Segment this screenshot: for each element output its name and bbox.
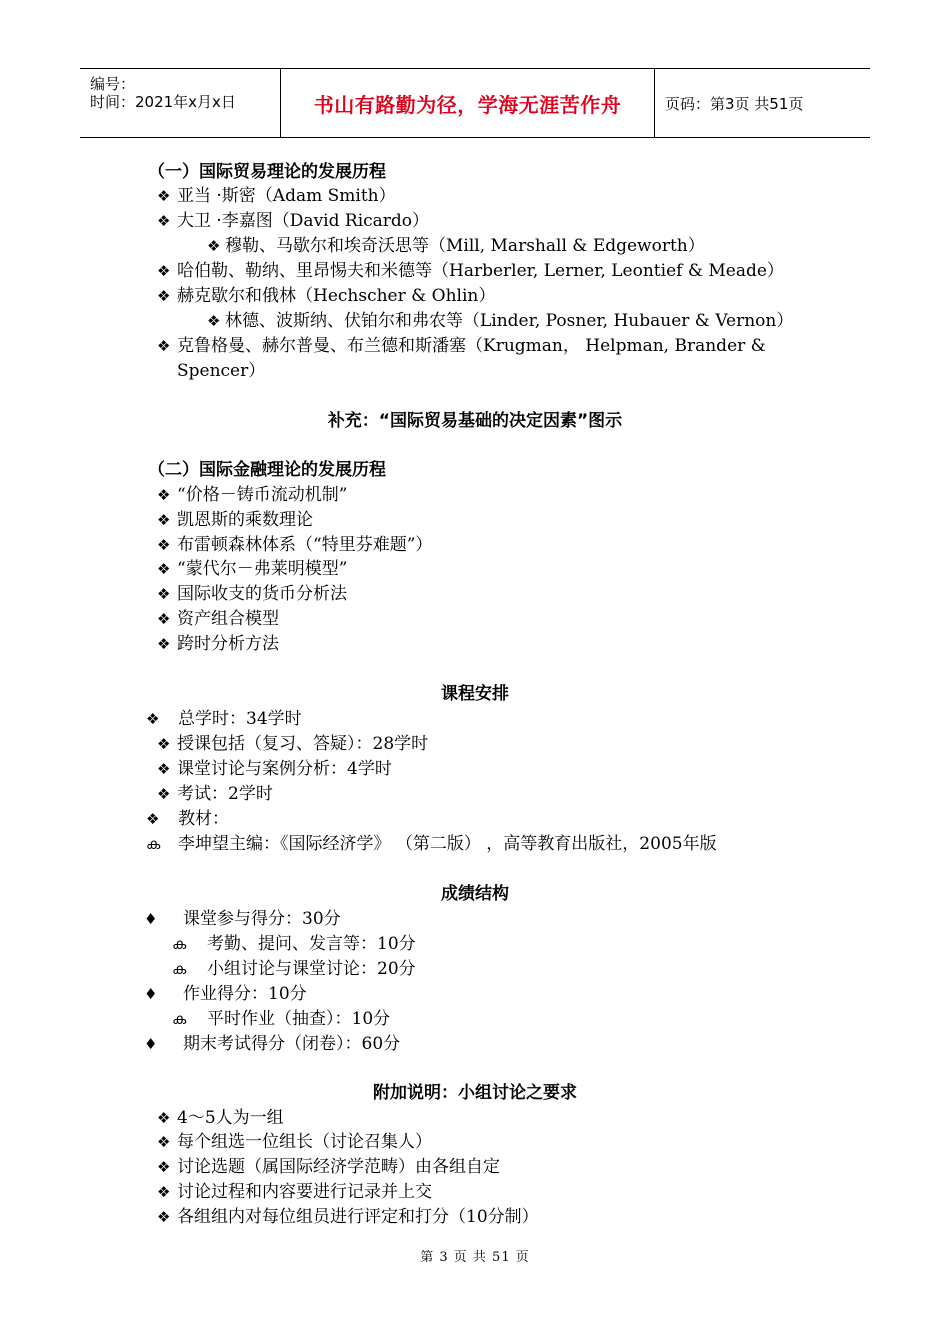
notes-title: 附加说明：小组讨论之要求 [373, 1083, 577, 1103]
list-item: ❖ 4～5人为一组 [157, 1108, 284, 1128]
list-item: ❖ 总学时：34学时 [146, 709, 302, 729]
diamond-bullet-icon: ❖ [146, 810, 160, 828]
diamond-bullet-icon: ❖ [157, 287, 171, 305]
list-item: ❖ 哈伯勒、勒纳、里昂惕夫和米德等（Harberler, Lerner, Leontief & Meade） [157, 261, 784, 281]
diamond-bullet-icon: ❖ [157, 1133, 171, 1151]
diamond-bullet-icon: ❖ [157, 785, 171, 803]
page-footer: 第 3 页 共 51 页 [420, 1250, 530, 1265]
list-item: ക 平时作业（抽查）：10分 [172, 1009, 391, 1029]
list-item: ❖ 跨时分析方法 [157, 634, 279, 654]
list-item: ക 小组讨论与课堂讨论：20分 [172, 959, 416, 979]
diamond-bullet-icon: ❖ [207, 237, 221, 255]
list-item: ❖ 讨论过程和内容要进行记录并上交 [157, 1182, 432, 1202]
list-item: ❖ “价格－铸币流动机制” [157, 485, 348, 505]
section-title-finance: （二）国际金融理论的发展历程 [148, 460, 386, 480]
small-diamond-bullet-icon: ♦ [144, 985, 158, 1003]
list-item: ❖ 克鲁格曼、赫尔普曼、布兰德和斯潘塞（Krugman， Helpman, Brander & [157, 336, 766, 356]
diamond-bullet-icon: ❖ [157, 1158, 171, 1176]
diamond-bullet-icon: ❖ [157, 486, 171, 504]
diamond-bullet-icon: ❖ [157, 187, 171, 205]
diamond-bullet-icon: ❖ [157, 212, 171, 230]
diamond-bullet-icon: ❖ [157, 511, 171, 529]
list-item: ❖ 每个组选一位组长（讨论召集人） [157, 1132, 432, 1152]
list-item: ❖ 赫克歇尔和俄林（Hechscher & Ohlin） [157, 286, 496, 306]
diamond-bullet-icon: ❖ [207, 312, 221, 330]
small-diamond-bullet-icon: ♦ [144, 910, 158, 928]
schedule-title: 课程安排 [441, 684, 509, 704]
list-item: ❖ 各组组内对每位组员进行评定和打分（10分制） [157, 1207, 539, 1227]
list-item: ❖ 林德、波斯纳、伏铂尔和弗农等（Linder, Posner, Hubauer & Vernon） [207, 311, 794, 331]
supplement-title: 补充：“国际贸易基础的决定因素”图示 [327, 411, 623, 431]
diamond-bullet-icon: ❖ [157, 585, 171, 603]
list-item: ❖ 讨论选题（属国际经济学范畴）由各组自定 [157, 1157, 500, 1177]
diamond-bullet-icon: ❖ [157, 735, 171, 753]
grading-title: 成绩结构 [441, 884, 509, 904]
list-item: ❖ 亚当 ·斯密（Adam Smith） [157, 186, 396, 206]
list-item: ❖ 布雷顿森林体系（“特里芬难题”） [157, 535, 433, 555]
header-meta-cell [80, 69, 281, 137]
diamond-bullet-icon: ❖ [157, 610, 171, 628]
list-item: ❖ 大卫 ·李嘉图（David Ricardo） [157, 211, 430, 231]
list-item: ❖ 国际收支的货币分析法 [157, 584, 347, 604]
diamond-bullet-icon: ❖ [157, 1183, 171, 1201]
number-label: 编号： [90, 75, 136, 93]
swirl-bullet-icon: ക [172, 1010, 187, 1028]
section-title-trade: （一）国际贸易理论的发展历程 [148, 162, 386, 182]
diamond-bullet-icon: ❖ [157, 760, 171, 778]
diamond-bullet-icon: ❖ [157, 560, 171, 578]
document-header [80, 68, 870, 138]
list-item: ❖ 课堂讨论与案例分析：4学时 [157, 759, 392, 779]
list-item: ക 考勤、提问、发言等：10分 [172, 934, 416, 954]
list-item: ♦ 作业得分：10分 [144, 984, 307, 1004]
diamond-bullet-icon: ❖ [157, 635, 171, 653]
diamond-bullet-icon: ❖ [157, 337, 171, 355]
diamond-bullet-icon: ❖ [157, 1208, 171, 1226]
list-item: ❖ 凯恩斯的乘数理论 [157, 510, 313, 530]
diamond-bullet-icon: ❖ [157, 1109, 171, 1127]
list-item: ❖ 教材： [146, 809, 229, 829]
page-label: 页码：第3页 共51页 [665, 94, 804, 113]
diamond-bullet-icon: ❖ [146, 710, 160, 728]
list-item: ♦ 课堂参与得分：30分 [144, 909, 341, 929]
time-label: 时间：2021年x月x日 [90, 93, 236, 111]
list-item: ❖ “蒙代尔－弗莱明模型” [157, 559, 348, 579]
list-item: ❖ 穆勒、马歇尔和埃奇沃思等（Mill, Marshall & Edgeworth） [207, 236, 705, 256]
list-item: ♦ 期末考试得分（闭卷）：60分 [144, 1034, 401, 1054]
list-item: ❖ 授课包括（复习、答疑）：28学时 [157, 734, 429, 754]
list-item: ക 李坤望主编：《国际经济学》 （第二版） ，高等教育出版社，2005年版 [146, 834, 717, 854]
diamond-bullet-icon: ❖ [157, 536, 171, 554]
swirl-bullet-icon: ക [172, 960, 187, 978]
list-item: ❖ 资产组合模型 [157, 609, 279, 629]
small-diamond-bullet-icon: ♦ [144, 1035, 158, 1053]
diamond-bullet-icon: ❖ [157, 262, 171, 280]
list-item: ❖ 考试：2学时 [157, 784, 273, 804]
swirl-bullet-icon: ക [146, 835, 161, 853]
swirl-bullet-icon: ക [172, 935, 187, 953]
motto: 书山有路勤为径，学海无涯苦作舟 [281, 69, 655, 137]
list-item-continuation: Spencer） [177, 361, 266, 381]
